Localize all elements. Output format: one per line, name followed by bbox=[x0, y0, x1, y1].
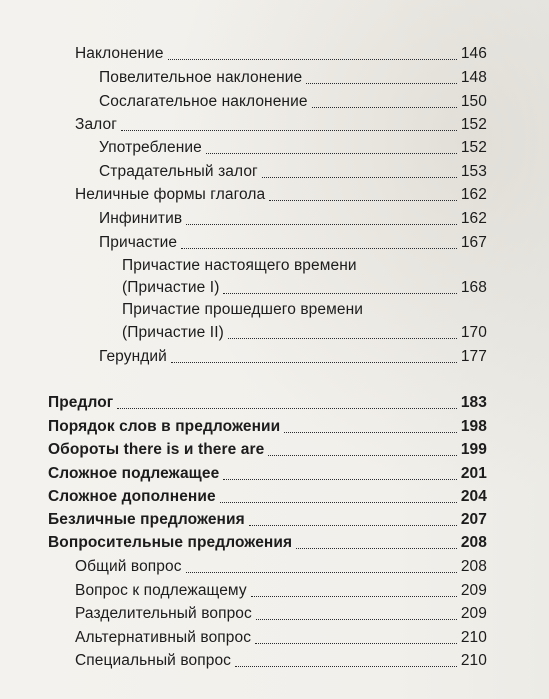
toc-entry-page: 208 bbox=[460, 534, 487, 551]
dot-leader bbox=[181, 248, 457, 249]
toc-entry bbox=[122, 298, 363, 320]
toc-entry-page: 167 bbox=[460, 234, 487, 251]
dot-leader bbox=[262, 177, 457, 178]
toc-entry-page: 146 bbox=[460, 45, 487, 62]
toc-entry-title: Порядок слов в предложении bbox=[48, 418, 281, 435]
dot-leader bbox=[186, 224, 457, 225]
toc-entry-title: Залог bbox=[75, 116, 117, 133]
toc-entry-page: 177 bbox=[460, 348, 487, 365]
toc-entry bbox=[75, 555, 487, 577]
dot-leader bbox=[269, 200, 457, 201]
dot-leader bbox=[223, 293, 456, 294]
dot-leader bbox=[223, 479, 457, 480]
toc-entry bbox=[122, 254, 357, 276]
toc-entry-title: Причастие bbox=[99, 234, 178, 251]
toc-entry bbox=[99, 160, 487, 182]
toc-entry bbox=[48, 531, 487, 553]
toc-entry-page: 152 bbox=[460, 116, 487, 133]
dot-leader bbox=[256, 619, 457, 620]
dot-leader bbox=[228, 338, 457, 339]
dot-leader bbox=[171, 362, 457, 363]
toc-entry bbox=[75, 183, 487, 205]
toc-entry bbox=[48, 462, 487, 484]
toc-entry-title: Наклонение bbox=[75, 45, 164, 62]
toc-entry bbox=[75, 113, 487, 135]
dot-leader bbox=[117, 408, 456, 409]
toc-entry bbox=[99, 136, 487, 158]
toc-entry bbox=[48, 485, 487, 507]
dot-leader bbox=[121, 130, 457, 131]
toc-entry-title: Причастие настоящего времени bbox=[122, 257, 357, 274]
toc-entry bbox=[48, 508, 487, 530]
dot-leader bbox=[206, 153, 457, 154]
toc-entry bbox=[48, 438, 487, 460]
dot-leader bbox=[251, 596, 457, 597]
toc-entry-title: Сложное дополнение bbox=[48, 488, 216, 505]
toc-entry-page: 152 bbox=[460, 139, 487, 156]
dot-leader bbox=[306, 83, 457, 84]
toc-entry-title: (Причастие II) bbox=[122, 324, 224, 341]
toc-entry-page: 162 bbox=[460, 186, 487, 203]
toc-entry-page: 170 bbox=[460, 324, 487, 341]
toc-entry-page: 199 bbox=[460, 441, 487, 458]
toc-entry-title: Общий вопрос bbox=[75, 558, 182, 575]
toc-entry bbox=[75, 42, 487, 64]
toc-entry-title: Неличные формы глагола bbox=[75, 186, 266, 203]
toc-entry-title: Сложное подлежащее bbox=[48, 465, 220, 482]
toc-entry-page: 208 bbox=[460, 558, 487, 575]
toc-entry bbox=[75, 649, 487, 671]
toc-entry-title: (Причастие I) bbox=[122, 279, 220, 296]
toc-entry bbox=[122, 276, 487, 298]
dot-leader bbox=[220, 502, 457, 503]
dot-leader bbox=[168, 59, 457, 60]
toc-entry-title: Сослагательное наклонение bbox=[99, 93, 308, 110]
toc-entry-title: Специальный вопрос bbox=[75, 652, 232, 669]
toc-entry-page: 201 bbox=[460, 465, 487, 482]
toc-entry-page: 183 bbox=[460, 394, 487, 411]
toc-entry bbox=[99, 345, 487, 367]
toc-entry bbox=[99, 207, 487, 229]
toc-entry-page: 204 bbox=[460, 488, 487, 505]
toc-entry-title: Причастие прошедшего времени bbox=[122, 301, 364, 318]
toc-entry-title: Вопросительные предложения bbox=[48, 534, 293, 551]
dot-leader bbox=[186, 572, 457, 573]
toc-entry-title: Инфинитив bbox=[99, 210, 183, 227]
dot-leader bbox=[296, 548, 457, 549]
toc-entry bbox=[99, 90, 487, 112]
toc-entry-title: Безличные предложения bbox=[48, 511, 245, 528]
toc-entry-page: 209 bbox=[460, 582, 487, 599]
toc-entry-page: 153 bbox=[460, 163, 487, 180]
toc-entry bbox=[99, 231, 487, 253]
toc-entry bbox=[75, 602, 487, 624]
toc-entry bbox=[99, 66, 487, 88]
toc-entry-title: Повелительное наклонение bbox=[99, 69, 303, 86]
toc-entry-page: 207 bbox=[460, 511, 487, 528]
toc-entry bbox=[75, 579, 487, 601]
toc-entry-title: Разделительный вопрос bbox=[75, 605, 252, 622]
toc-entry-page: 210 bbox=[460, 629, 487, 646]
dot-leader bbox=[312, 107, 457, 108]
toc-entry-title: Вопрос к подлежащему bbox=[75, 582, 247, 599]
toc-entry-title: Обороты there is и there are bbox=[48, 441, 265, 458]
toc-entry-page: 162 bbox=[460, 210, 487, 227]
toc-entry-title: Альтернативный вопрос bbox=[75, 629, 252, 646]
toc-entry-title: Герундий bbox=[99, 348, 167, 365]
toc-entry-title: Употребление bbox=[99, 139, 202, 156]
toc-entry-page: 209 bbox=[460, 605, 487, 622]
toc-entry-page: 150 bbox=[460, 93, 487, 110]
toc-entry-page: 168 bbox=[460, 279, 487, 296]
toc-entry bbox=[122, 321, 487, 343]
toc-entry bbox=[48, 415, 487, 437]
toc-entry-title: Предлог bbox=[48, 394, 114, 411]
dot-leader bbox=[235, 666, 457, 667]
toc-entry-page: 198 bbox=[460, 418, 487, 435]
dot-leader bbox=[284, 432, 457, 433]
toc-entry-page: 210 bbox=[460, 652, 487, 669]
dot-leader bbox=[249, 525, 457, 526]
dot-leader bbox=[268, 455, 456, 456]
toc-entry bbox=[48, 391, 487, 413]
dot-leader bbox=[255, 643, 457, 644]
toc-entry bbox=[75, 626, 487, 648]
toc-entry-page: 148 bbox=[460, 69, 487, 86]
toc-entry-title: Страдательный залог bbox=[99, 163, 258, 180]
